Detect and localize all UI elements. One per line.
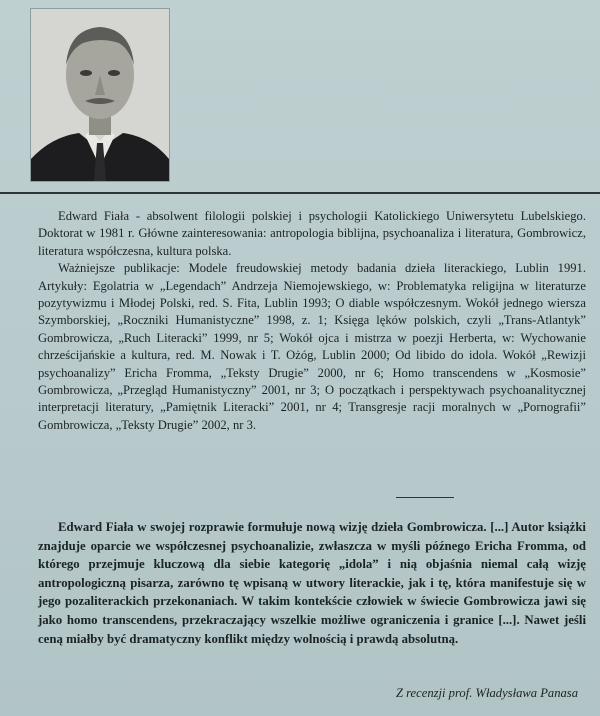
section-divider — [0, 192, 600, 194]
review-text: Edward Fiała w swojej rozprawie formułuje nową wizję dzieła Gombrowicza. [...] Autor książki znajduje oparcie we współczesnej psychoanalizie, zwłaszcza w myśli późnego Ericha Fromma, od którego przejmuje kluczową dla siebie kategorię „idola” i nią objaśnia niemal całą wizję antropologiczną pisarza, zarówno tę wpisaną w utwory literackie, jak i tę, która manifestuje się w jego pozaliterackich przekonaniach. W takim kontekście człowiek w świecie Gombrowicza jawi się jako homo transcendens, przekraczający wszelkie możliwe ograniczenia i granice [...]. Nawet jeśli ceną miałby być dramatyczny konflikt między wolnością i prawdą absolutną. — [38, 520, 586, 646]
short-rule — [396, 497, 454, 498]
author-portrait-image — [31, 9, 169, 181]
review-signature: Z recenzji prof. Władysława Panasa — [395, 686, 578, 700]
review-excerpt — [38, 518, 586, 648]
bio-paragraph-2: Ważniejsze publikacje: Modele freudowskiej metody badania dzieła literackiego, Lublin 1991. Artykuły: Egolatria w „Legendach” Andrzeja Niemojewskiego, w: Problematyka religijna w literaturze pozytywizmu i Młodej Polski, red. S. Fita, Lublin 1993; O diable współczesnym. Wokół jednego wiersza Szymborskiej, „Roczniki Humanistyczne” 1998, z. 1; Księga lęków polskich, czyli „Trans-Atlantyk” Gombrowicza, „Ruch Literacki” 1999, nr 5; Wokół ojca i mistrza w poezji Herberta, w: Wychowanie chrześcijańskie a kultura, red. M. Nowak i T. Ożóg, Lublin 2000; Od libido do idola. Wokół „Rewizji psychoanalizy” Ericha Fromma, „Teksty Drugie” 2000, nr 6; Homo transcendens w „Kosmosie” Gombrowicza, „Przegląd Humanistyczny” 2001, nr 3; O początkach i perspektywach psychoanalitycznej interpretacji literatury, „Pamiętnik Literacki” 2001, nr 4; Transgresje racji moralnych w „Pornografii” Gombrowicza, „Teksty Drugie” 2002, nr 3. — [38, 261, 586, 432]
author-photo — [30, 8, 170, 182]
bio-paragraph-1: Edward Fiała - absolwent filologii polskiej i psychologii Katolickiego Uniwersytetu Lubelskiego. Doktorat w 1981 r. Główne zainteresowania: antropologia biblijna, psychoanaliza i literatura, Gombrowicz, literatura współczesna, kultura polska. — [38, 209, 586, 258]
author-biography — [38, 208, 586, 434]
